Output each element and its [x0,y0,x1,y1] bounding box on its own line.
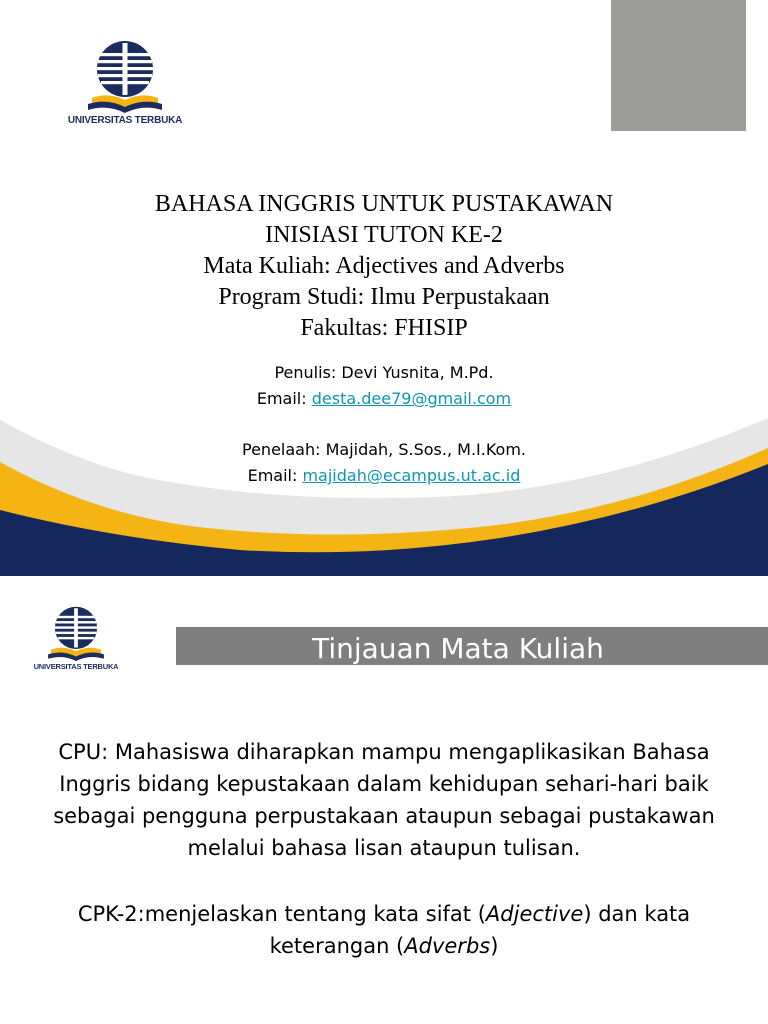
university-logo [30,606,122,672]
cpk-text: ) [490,934,499,958]
email-label: Email: [247,466,303,485]
cpk-paragraph [50,898,718,962]
course-title-line: Program Studi: Ilmu Perpustakaan [218,284,550,310]
cpk-term-adjective: Adjective [485,902,584,926]
university-logo [64,40,186,132]
cpk-text: CPK-2:menjelaskan tentang kata sifat ( [77,902,486,926]
reviewer-line: Penelaah: Majidah, S.Sos., M.I.Kom. [242,440,526,459]
cpu-paragraph: CPU: Mahasiswa diharapkan mampu mengaplikasikan Bahasa Inggris bidang kepustakaan dalam kehidupan sehari-hari baik sebagai pengguna perpustakaan ataupun sebagai pustakawan melalui bahasa lisan ataupun tulisan. [53,740,715,860]
credits-block [0,360,768,489]
university-logo-text: UNIVERSITAS TERBUKA [33,661,119,671]
reviewer-email-line [0,463,768,489]
cpk-text: ) dan kata keterangan ( [269,902,691,958]
cpk-term-adverbs: Adverbs [404,934,491,958]
course-title-line: Mata Kuliah: Adjectives and Adverbs [203,253,565,279]
course-title-line: BAHASA INGGRIS UNTUK PUSTAKAWAN [154,191,614,217]
universitas-terbuka-emblem-icon [30,606,122,662]
author-email-link[interactable]: desta.dee79@gmail.com [311,389,512,408]
slide-body [50,736,718,962]
course-overview-slide [0,576,768,1024]
course-title-line: Fakultas: FHISIP [300,315,468,341]
author-line: Penulis: Devi Yusnita, M.Pd. [274,363,494,382]
course-title-block [0,189,768,344]
email-label: Email: [256,389,312,408]
author-email-line [0,386,768,412]
decorative-gray-block [611,0,746,131]
slide-heading: Tinjauan Mata Kuliah [312,632,604,665]
reviewer-email-link[interactable]: majidah@ecampus.ut.ac.id [302,466,521,485]
university-logo-text: UNIVERSITAS TERBUKA [67,115,183,126]
course-title-line: INISIASI TUTON KE-2 [265,222,503,248]
universitas-terbuka-emblem-icon [64,40,186,114]
